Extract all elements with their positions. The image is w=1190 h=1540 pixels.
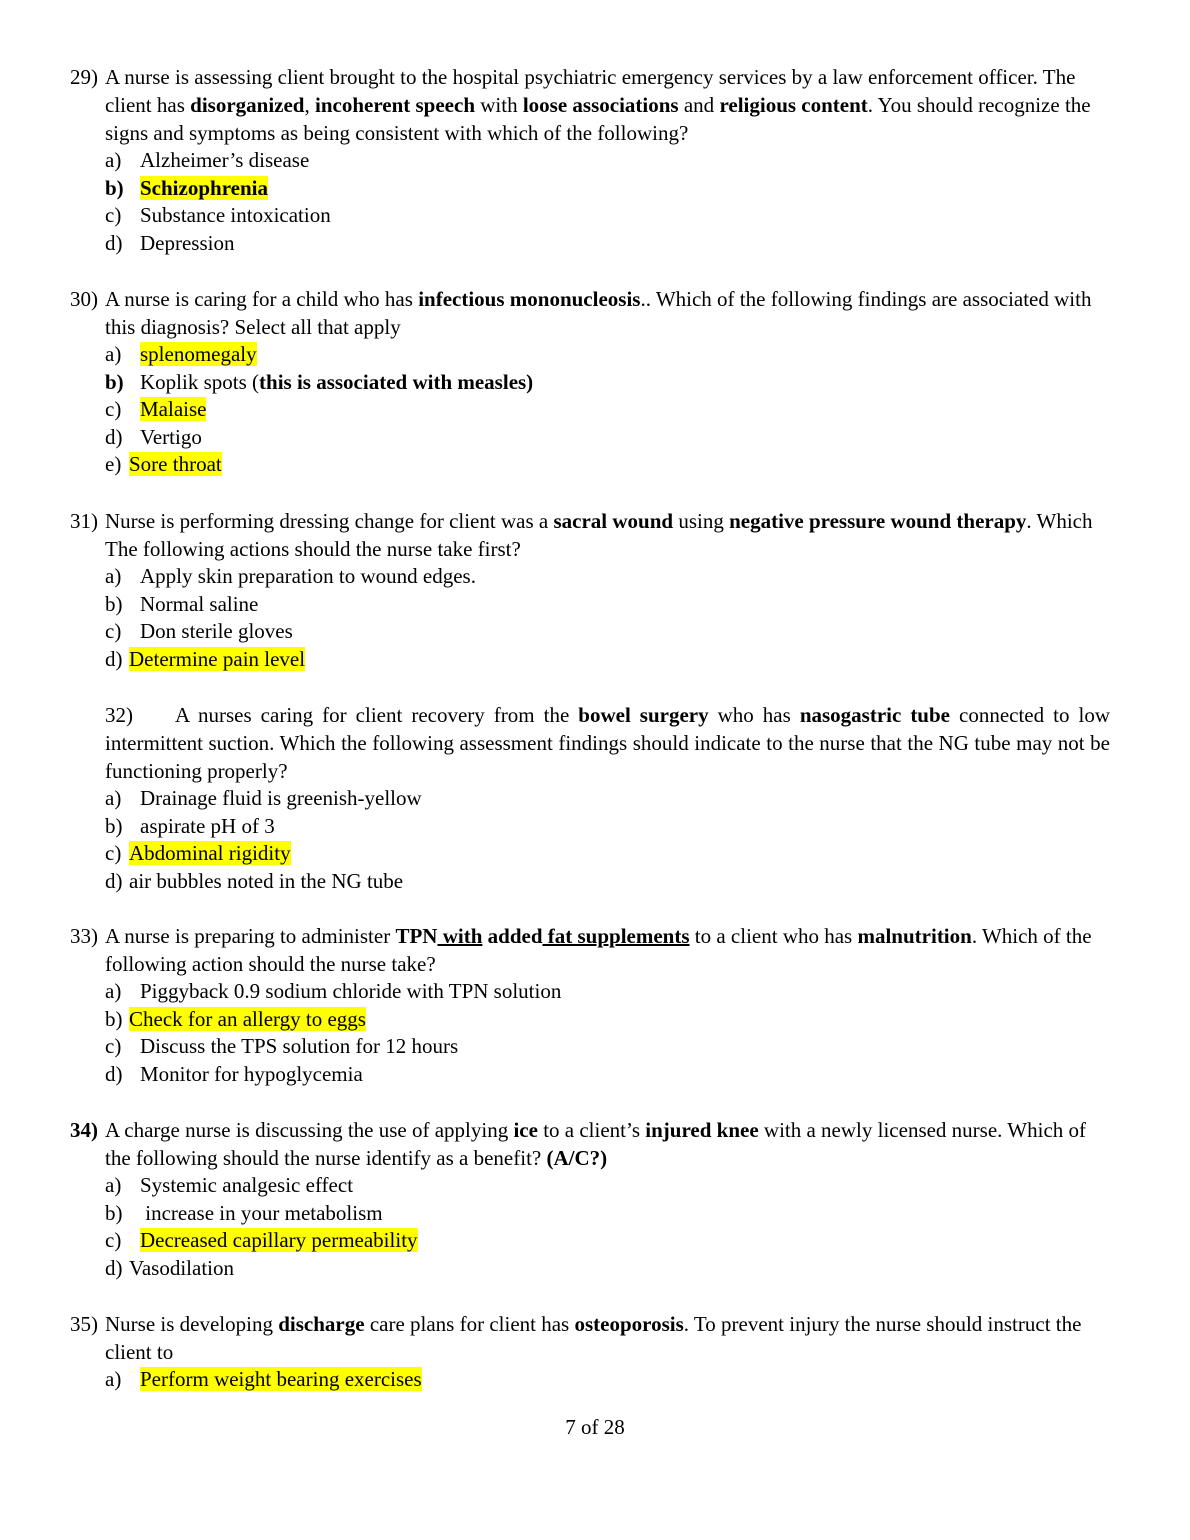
answer-option [105, 1200, 1190, 1228]
option-text: Substance intoxication [140, 203, 331, 228]
answer-option [105, 341, 1190, 369]
text-run: Nurse is performing dressing change for client was a [105, 509, 554, 533]
text-run: to a client’s [537, 1118, 646, 1142]
highlighted-answer: Perform weight bearing exercises [140, 1367, 422, 1391]
bold-text: added [482, 924, 543, 948]
option-letter: a) [105, 148, 122, 172]
text-run: care plans for client has [364, 1312, 575, 1336]
option-text: Koplik spots ( [140, 369, 260, 394]
option-letter: d) [105, 230, 123, 255]
option-letter: b) [105, 813, 123, 838]
option-text: Depression [140, 230, 235, 255]
option-text: air bubbles noted in the NG tube [129, 868, 404, 893]
text-run: connected to low intermittent suction. Which the following assessment findings should indicate to the nurse that the NG tube may not be functioning properly? [105, 703, 1110, 783]
option-letter: b) [105, 175, 124, 200]
option-letter: d) [105, 1061, 123, 1086]
option-text: Drainage fluid is greenish-yellow [140, 786, 422, 810]
answer-option [105, 1061, 1190, 1089]
question-stem [105, 701, 1110, 785]
answer-option [105, 451, 1190, 479]
option-letter: a) [105, 979, 122, 1003]
answer-option [105, 424, 1190, 452]
bold-text: religious content [719, 93, 868, 117]
highlighted-answer: Abdominal rigidity [129, 841, 291, 866]
option-letter: b) [105, 1200, 123, 1225]
highlighted-answer: Check for an allergy to eggs [129, 1006, 366, 1031]
answer-option [105, 813, 1190, 841]
answer-option [105, 646, 1190, 674]
option-text: Vasodilation [129, 1255, 234, 1280]
highlighted-answer: splenomegaly [140, 342, 257, 366]
answer-option [105, 1255, 1190, 1283]
highlighted-answer: Schizophrenia [140, 175, 268, 200]
option-letter: d) [105, 868, 123, 893]
question-number: 30) [70, 287, 98, 311]
question-number: 34) [70, 1118, 98, 1142]
highlighted-answer: Decreased capillary permeability [140, 1228, 418, 1253]
question-31 [0, 507, 1190, 673]
text-run: . Which The following actions should the nurse take first? [105, 509, 1093, 561]
question-number: 29) [70, 65, 98, 89]
text-run: A nurses caring for client recovery from the [175, 703, 579, 727]
bold-text: TPN [395, 924, 438, 948]
text-run: A nurse is assessing client brought to the hospital psychiatric emergency services by a law enforcement officer. The client has [105, 65, 1076, 117]
question-32 [0, 701, 1190, 895]
bold-text: infectious mononucleosis [418, 287, 641, 311]
option-letter: d) [105, 1255, 123, 1280]
option-text: Monitor for hypoglycemia [140, 1061, 363, 1086]
text-run: .. Which of the following findings are associated with this diagnosis? Select all that apply [105, 287, 1092, 339]
option-letter: e) [105, 452, 122, 477]
bold-text: with [437, 924, 483, 948]
bold-text: malnutrition [857, 924, 972, 948]
text-run: and [678, 93, 720, 117]
option-letter: a) [105, 1173, 122, 1197]
option-note: this is associated with measles) [259, 369, 534, 394]
option-letter: b) [105, 1006, 123, 1031]
page-number: 7 of 28 [565, 1415, 625, 1439]
answer-option [105, 978, 1190, 1006]
option-letter: a) [105, 786, 122, 810]
option-letter: c) [105, 619, 122, 644]
answer-option [105, 618, 1190, 646]
answer-option [105, 591, 1190, 619]
answer-option [105, 785, 1190, 813]
question-stem [105, 507, 1110, 563]
question-35 [0, 1310, 1190, 1394]
question-stem [105, 1116, 1110, 1172]
question-stem [105, 63, 1110, 147]
text-run: with a newly licensed nurse. Which of the following should the nurse identify as a benefit? [105, 1118, 1087, 1170]
option-letter: d) [105, 424, 123, 449]
text-run: A nurse is caring for a child who has [105, 287, 419, 311]
answer-option [105, 868, 1190, 896]
option-letter: c) [105, 397, 122, 422]
text-run: . Which of the following action should the nurse take? [105, 924, 1092, 976]
text-run: using [673, 509, 730, 533]
option-text: Piggyback 0.9 sodium chloride with TPN solution [140, 979, 562, 1003]
option-letter: c) [105, 1034, 122, 1059]
question-number: 35) [70, 1312, 98, 1336]
text-run: to a client who has [689, 924, 858, 948]
option-text: increase in your metabolism [140, 1200, 383, 1225]
text-run: with [475, 93, 523, 117]
bold-text: nasogastric tube [799, 703, 950, 727]
answer-option [105, 202, 1190, 230]
text-run: Nurse is developing [105, 1312, 279, 1336]
text-run: A nurse is preparing to administer [105, 924, 396, 948]
question-stem [105, 922, 1110, 978]
option-letter: a) [105, 342, 122, 366]
bold-text: fat supplements [542, 924, 690, 948]
highlighted-answer: Determine pain level [129, 646, 306, 671]
bold-text: discharge [278, 1312, 365, 1336]
option-text: Vertigo [140, 424, 202, 449]
text-run: . To prevent injury the nurse should instruct the client to [105, 1312, 1082, 1364]
option-letter: d) [105, 646, 123, 671]
text-run: who has [708, 703, 800, 727]
bold-text: osteoporosis [574, 1312, 684, 1336]
bold-text: loose associations [522, 93, 679, 117]
question-stem [105, 1310, 1110, 1366]
option-text: Systemic analgesic effect [140, 1173, 354, 1197]
bold-text: disorganized [190, 93, 305, 117]
option-text: Discuss the TPS solution for 12 hours [140, 1034, 459, 1059]
option-text: Alzheimer’s disease [140, 148, 310, 172]
answer-option [105, 396, 1190, 424]
answer-option [105, 1366, 1190, 1394]
option-letter: a) [105, 1367, 122, 1391]
option-text: Don sterile gloves [140, 619, 293, 644]
answer-option [105, 230, 1190, 258]
option-text: Apply skin preparation to wound edges. [140, 564, 476, 588]
bold-text: incoherent speech [314, 93, 475, 117]
question-29 [0, 63, 1190, 257]
text-run: , [304, 93, 315, 117]
option-letter: b) [105, 369, 124, 394]
option-letter: a) [105, 564, 122, 588]
option-text: aspirate pH of 3 [140, 813, 275, 838]
question-stem [105, 285, 1110, 341]
answer-option [105, 1033, 1190, 1061]
highlighted-answer: Malaise [140, 397, 207, 422]
answer-option [105, 563, 1190, 591]
answer-option [105, 369, 1190, 397]
question-30 [0, 285, 1190, 479]
answer-option [105, 147, 1190, 175]
question-number: 31) [70, 509, 98, 533]
question-34 [0, 1116, 1190, 1282]
answer-option [105, 175, 1190, 203]
bold-text: injured knee [645, 1118, 759, 1142]
answer-option [105, 1172, 1190, 1200]
answer-option [105, 1227, 1190, 1255]
bold-text: sacral wound [553, 509, 674, 533]
text-run: A charge nurse is discussing the use of applying [105, 1118, 514, 1142]
bold-text: negative pressure wound therapy [729, 509, 1027, 533]
option-text: Normal saline [140, 591, 259, 616]
question-number: 33) [70, 924, 98, 948]
question-number: 32) [105, 703, 133, 727]
option-letter: c) [105, 841, 122, 866]
highlighted-answer: Sore throat [129, 452, 222, 477]
bold-text: (A/C?) [546, 1146, 608, 1170]
text-run: . You should recognize the signs and symptoms as being consistent with which of the following? [105, 93, 1091, 145]
option-letter: c) [105, 203, 122, 228]
answer-option [105, 840, 1190, 868]
bold-text: ice [513, 1118, 538, 1142]
option-letter: b) [105, 591, 123, 616]
question-33 [0, 922, 1190, 1088]
bold-text: bowel surgery [578, 703, 709, 727]
option-letter: c) [105, 1228, 122, 1253]
answer-option [105, 1006, 1190, 1034]
